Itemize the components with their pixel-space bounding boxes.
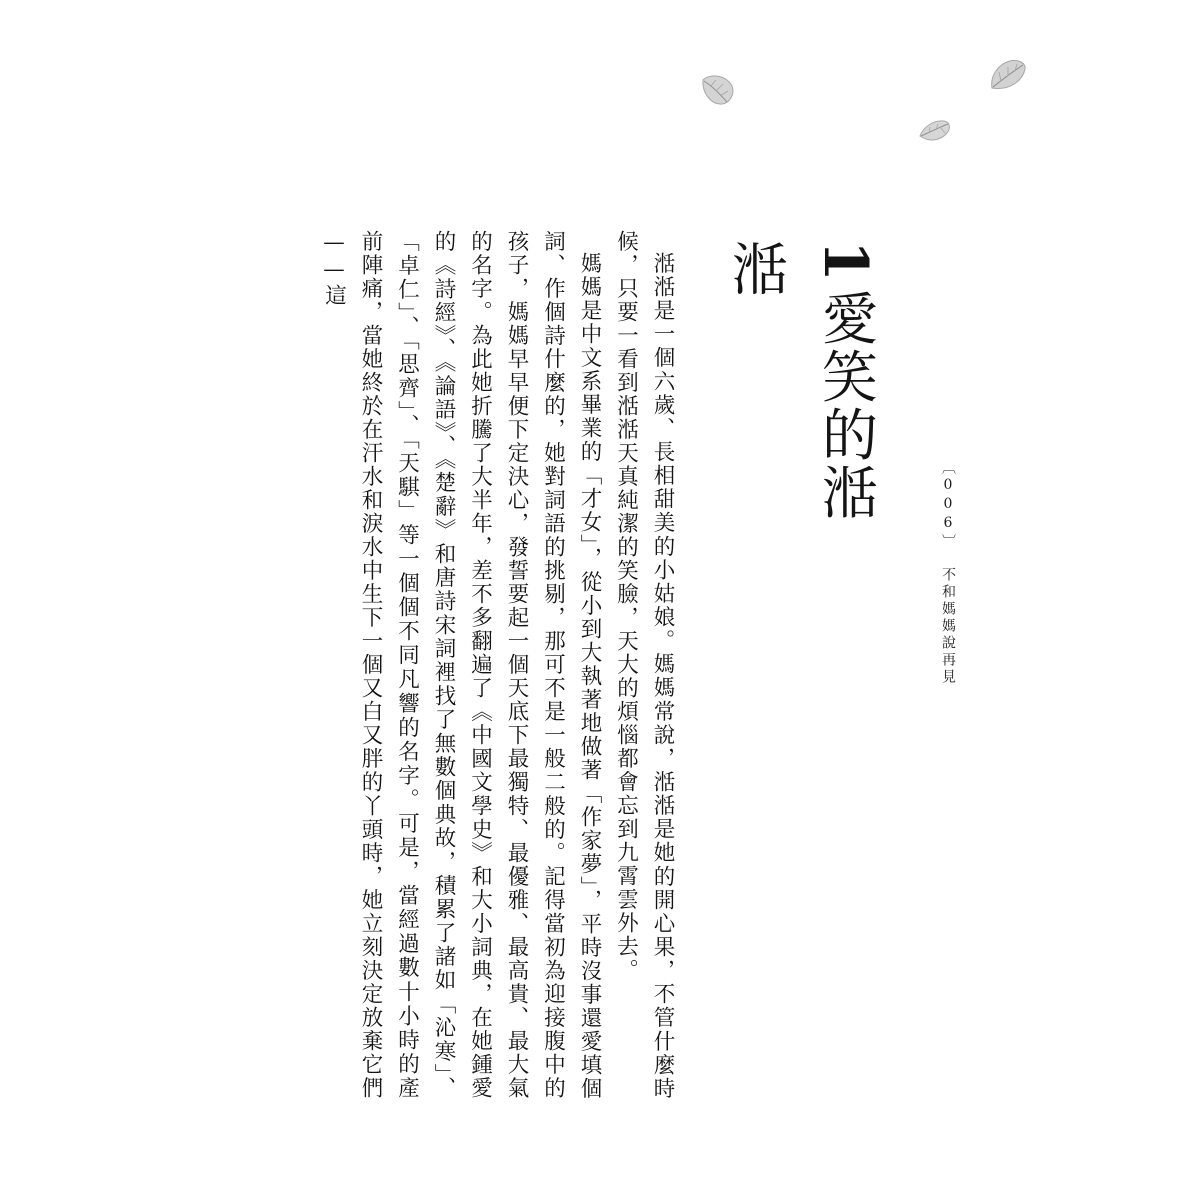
- body-text: [310, 230, 680, 1100]
- chapter-title: [723, 240, 890, 540]
- paragraph: 媽媽是中文系畢業的「才女」，從小到大執著地做著「作家夢」，平時沒事還愛填個詞、作個詩什麼的，她對詞語的挑剔，那可不是一般二般的。記得當初為迎接腹中的孩子，媽媽早早便下定決心，發誓要起一個天底下最獨特、最優雅、最高貴、最大氣的名字。為此她折騰了大半年，差不多翻遍了《中國文學史》和大小詞典，在她鍾愛的《詩經》、《論語》、《楚辭》和唐詩宋詞裡找了無數個典故，積累了諸如「沁寒」、「卓仁」、「思齊」、「天騏」等一個個不同凡響的名字。可是，當經過數十小時的產前陣痛，當她終於在汗水和淚水中生下一個又白又胖的丫頭時，她立刻決定放棄它們——這: [321, 230, 602, 1100]
- book-title: 不和媽媽說再見: [940, 567, 956, 686]
- running-header: [930, 460, 958, 700]
- leaf-icon: [700, 72, 736, 106]
- paragraph: 湉湉是一個六歲、長相甜美的小姑娘。媽媽常說，湉湉是她的開心果，不管什麼時候，只要一看到湉湉天真純潔的笑臉，天大的煩惱都會忘到九霄雲外去。: [613, 230, 675, 1100]
- page-number: 〔006〕: [940, 460, 956, 551]
- leaf-icon: [918, 118, 952, 144]
- chapter-title-text: 愛笑的湉湉: [723, 240, 878, 522]
- chapter-number: 1: [810, 240, 880, 284]
- leaf-icon: [988, 58, 1028, 94]
